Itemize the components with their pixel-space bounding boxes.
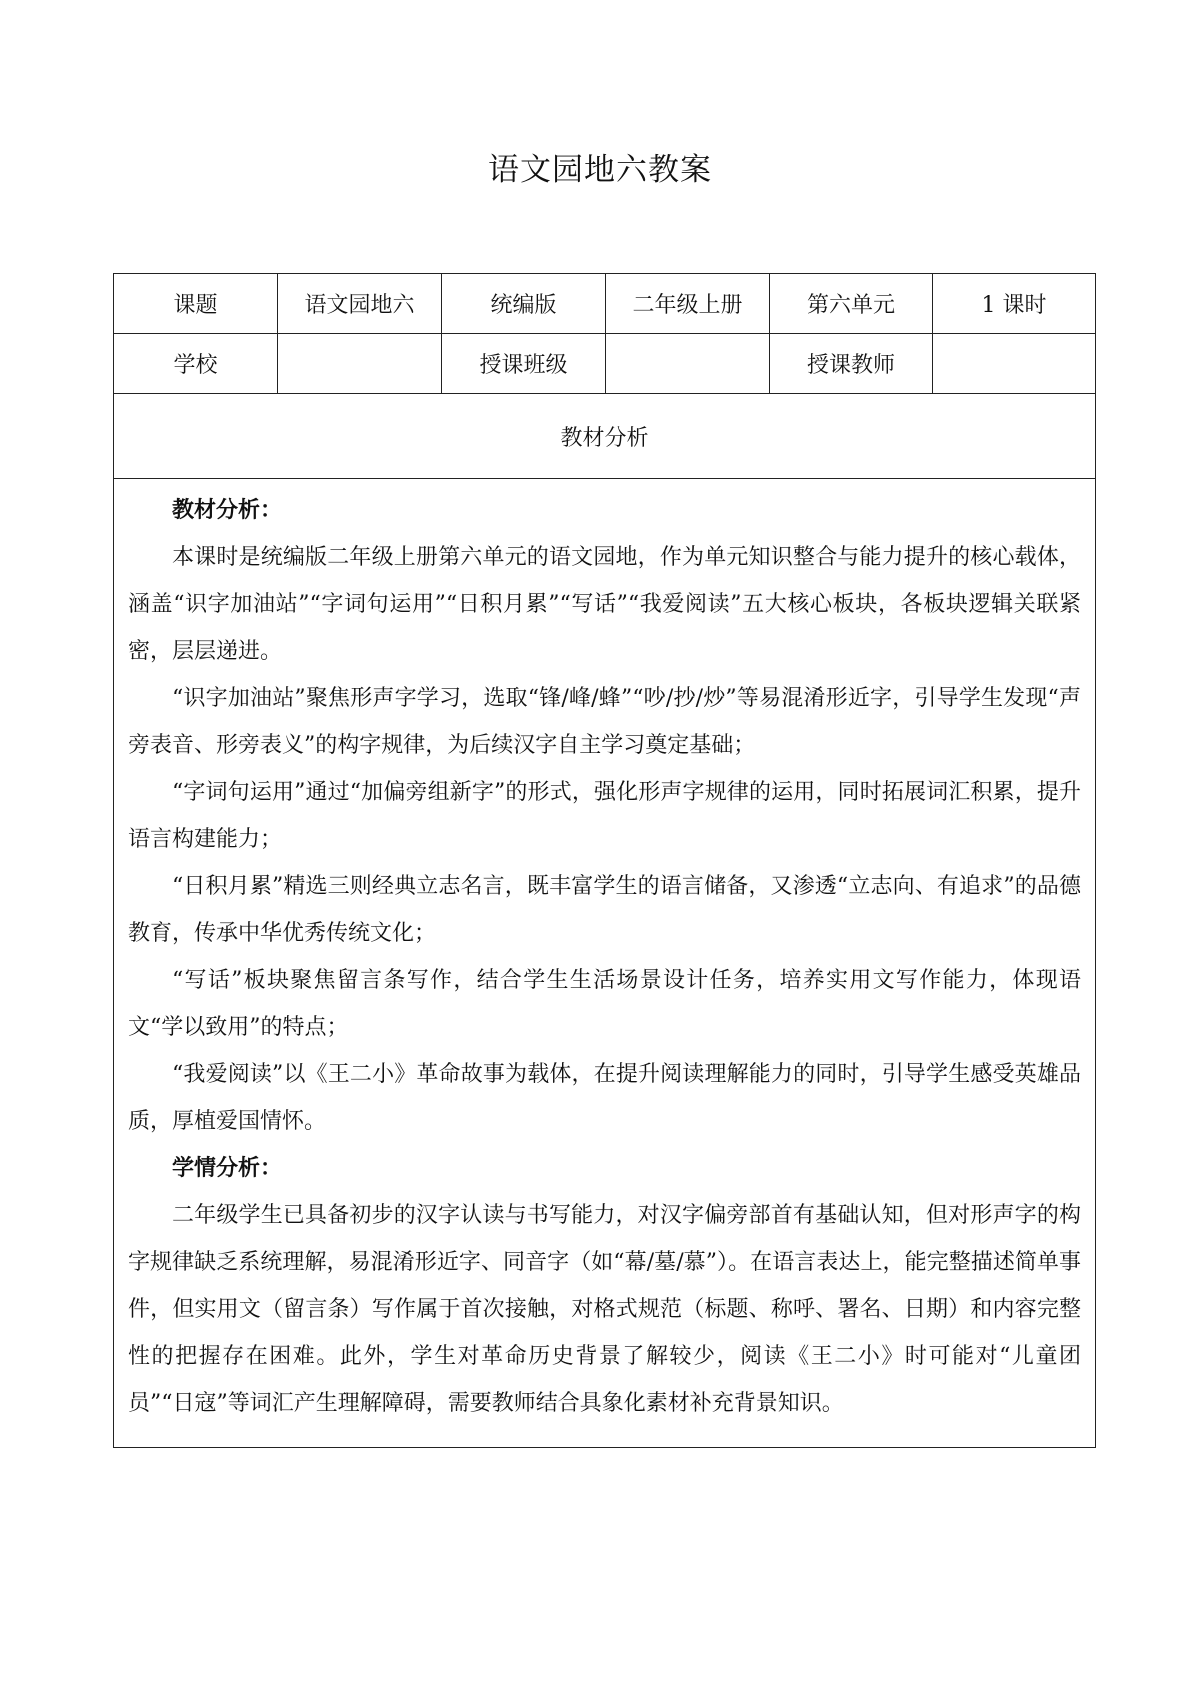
edition-value: 统编版 xyxy=(442,274,606,334)
lesson-plan-table xyxy=(113,273,1096,1448)
material-paragraph: 本课时是统编版二年级上册第六单元的语文园地，作为单元知识整合与能力提升的核心载体，涵盖“识字加油站”“字词句运用”“日积月累”“写话”“我爱阅读”五大核心板块，各板块逻辑关联紧密，层层递进。 xyxy=(128,545,1081,664)
topic-value: 语文园地六 xyxy=(278,274,442,334)
analysis-body xyxy=(114,479,1096,1448)
hours-value: 1 课时 xyxy=(933,274,1096,334)
material-paragraph: “写话”板块聚焦留言条写作，结合学生生活场景设计任务，培养实用文写作能力，体现语文“学以致用”的特点； xyxy=(128,968,1081,1040)
material-paragraph: “我爱阅读”以《王二小》革命故事为载体，在提升阅读理解能力的同时，引导学生感受英雄品质，厚植爱国情怀。 xyxy=(128,1062,1081,1134)
document-title: 语文园地六教案 xyxy=(488,152,712,188)
teacher-value xyxy=(933,334,1096,394)
unit-value: 第六单元 xyxy=(770,274,933,334)
class-value xyxy=(606,334,770,394)
analysis-header-row xyxy=(114,394,1096,479)
school-value xyxy=(278,334,442,394)
analysis-header: 教材分析 xyxy=(114,394,1096,479)
label-topic: 课题 xyxy=(114,274,278,334)
student-paragraph: 二年级学生已具备初步的汉字认读与书写能力，对汉字偏旁部首有基础认知，但对形声字的构字规律缺乏系统理解，易混淆形近字、同音字（如“幕/墓/慕”）。在语言表达上，能完整描述简单事件，但实用文（留言条）写作属于首次接触，对格式规范（标题、称呼、署名、日期）和内容完整性的把握存在困难。此外，学生对革命历史背景了解较少，阅读《王二小》时可能对“儿童团员”“日寇”等词汇产生理解障碍，需要教师结合具象化素材补充背景知识。 xyxy=(128,1203,1081,1416)
material-paragraph: “日积月累”精选三则经典立志名言，既丰富学生的语言储备，又渗透“立志向、有追求”的品德教育，传承中华优秀传统文化； xyxy=(128,874,1081,946)
info-row-school xyxy=(114,334,1096,394)
grade-value: 二年级上册 xyxy=(606,274,770,334)
label-class: 授课班级 xyxy=(442,334,606,394)
material-paragraph: “字词句运用”通过“加偏旁组新字”的形式，强化形声字规律的运用，同时拓展词汇积累，提升语言构建能力； xyxy=(128,780,1081,852)
label-teacher: 授课教师 xyxy=(770,334,933,394)
label-school: 学校 xyxy=(114,334,278,394)
student-analysis-heading: 学情分析： xyxy=(172,1155,283,1181)
analysis-body-row xyxy=(114,479,1096,1448)
material-paragraph: “识字加油站”聚焦形声字学习，选取“锋/峰/蜂”“吵/抄/炒”等易混淆形近字，引导学生发现“声旁表音、形旁表义”的构字规律，为后续汉字自主学习奠定基础； xyxy=(128,686,1081,758)
info-row-topic xyxy=(114,274,1096,334)
material-analysis-heading: 教材分析： xyxy=(172,497,283,523)
